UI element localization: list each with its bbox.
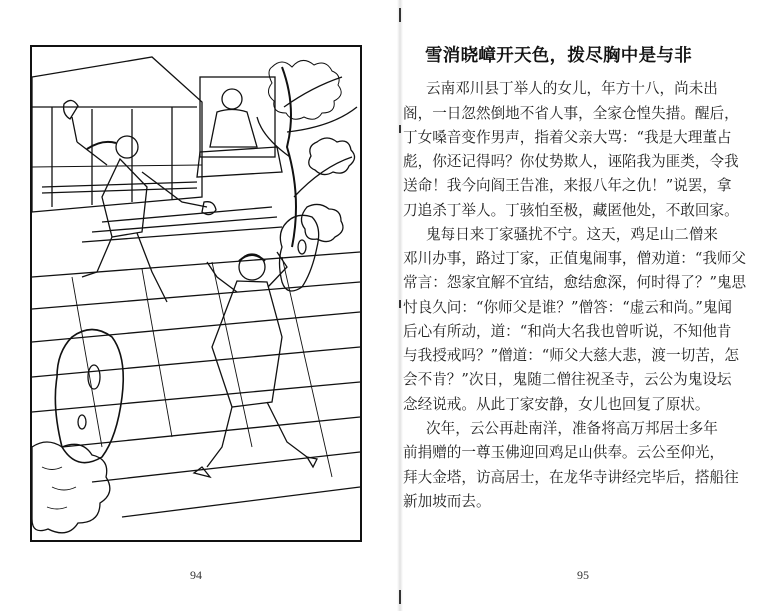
text-line: 丁女嗓音变作男声，指着父亲大骂：“我是大理董占 (403, 129, 732, 146)
text-line: 前捐赠的一尊玉佛迎回鸡足山供奉。云公至仰光， (403, 444, 725, 461)
text-line: 刀追杀丁举人。丁骇怕至极，藏匿他处，不敢回家。 (403, 202, 739, 219)
text-line: 鬼每日来丁家骚扰不宁。这天，鸡足山二僧来 (426, 226, 718, 243)
text-line: 与我授戒吗？”僧道：“师父大慈大悲，渡一切苦，怎 (403, 347, 739, 364)
text-line: 后心有所动，道：“和尚大名我也曾听说，不知他肯 (403, 323, 732, 340)
page-number-right: 95 (577, 568, 589, 582)
text-line: 忖良久问：“你师父是谁？”僧答：“虚云和尚。”鬼闻 (403, 299, 733, 316)
gutter-mark (399, 590, 401, 604)
text-line: 阁，一日忽然倒地不省人事，全家仓惶失措。醒后， (403, 105, 739, 122)
scene-illustration (32, 47, 360, 540)
text-line: 邓川办事，路过丁家，正值鬼闹事，僧劝道：“我师父 (403, 250, 747, 267)
illustration (30, 45, 362, 542)
text-line: 常言：怨家宜解不宜结，愈结愈深，何时得了？”鬼思 (403, 274, 747, 291)
text-line: 念经说戒。从此丁家安静，女儿也回复了原状。 (403, 396, 710, 413)
right-page (403, 0, 770, 611)
text-line: 新加坡而去。 (403, 493, 491, 510)
page-number-left: 94 (190, 568, 202, 582)
text-line: 会不肯？”次日，鬼随二僧往祝圣寺，云公为鬼设坛 (403, 371, 732, 388)
text-line: 彪，你还记得吗？你仗势欺人，诬陷我为匪类，令我 (403, 153, 739, 170)
text-line: 送命！我今向阎王告准，来报八年之仇！”说罢，拿 (403, 177, 732, 194)
text-line: 云南邓川县丁举人的女儿，年方十八，尚未出 (426, 80, 718, 97)
gutter-mark (399, 300, 401, 308)
text-line: 拜大金塔，访高居士，在龙华寺讲经完毕后，搭船往 (403, 469, 739, 486)
gutter-mark (399, 8, 401, 22)
text-line: 次年，云公再赴南洋，准备将高万邦居士多年 (426, 420, 718, 437)
gutter-mark (399, 125, 401, 133)
chapter-title: 雪消晓嶂开天色，拨尽胸中是与非 (425, 46, 692, 66)
